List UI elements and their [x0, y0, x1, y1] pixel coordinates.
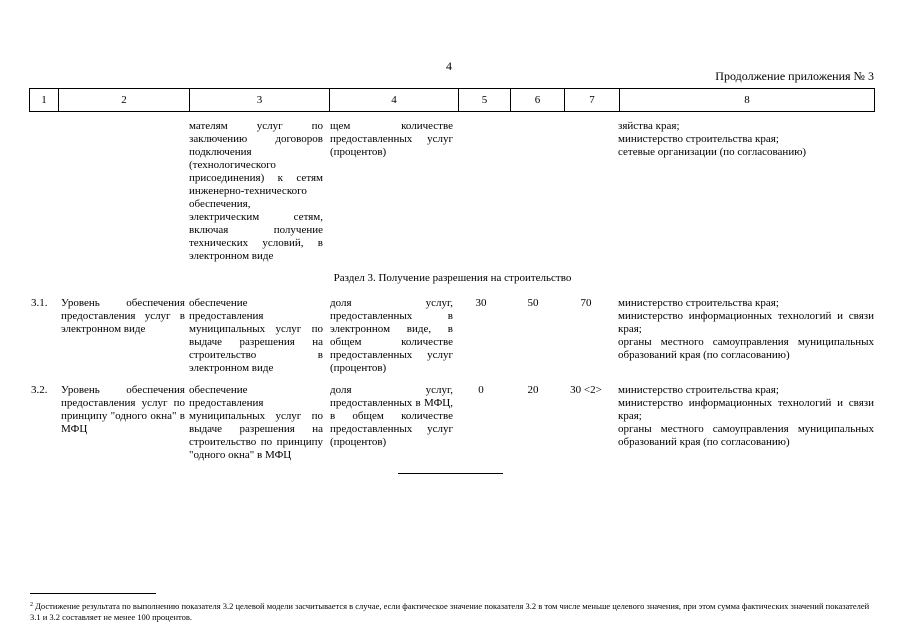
row-value-7: 30 <2>	[570, 384, 602, 396]
row-description: обеспечение предоставления муниципальных услуг по выдаче разрешения на строительство по принципу "одного окна" в МФЦ	[189, 384, 323, 461]
table-header	[29, 88, 875, 112]
footnote-mark: 2	[30, 602, 33, 608]
header-col-1: 1	[41, 93, 47, 106]
header-col-6: 6	[510, 89, 564, 111]
section-title: Раздел 3. Получение разрешения на строительство	[333, 272, 572, 284]
table-end-divider	[398, 473, 503, 474]
header-col-2: 2	[58, 89, 189, 111]
row-value-5: 30	[475, 297, 487, 309]
row-responsible: министерство строительства края; министерство информационных технологий и связи края; органы местного самоуправления муниципальных образований края (по согласованию)	[618, 384, 874, 448]
header-col-8: 8	[619, 89, 874, 111]
header-col-7: 7	[564, 89, 619, 111]
row-value-6: 50	[527, 297, 539, 309]
continued-description: мателям услуг по заключению договоров подключения (технологического присоединения) к сетям инженерно-технического обеспечения, электрическим сетям, включая получение технических условий, в электронном виде	[189, 120, 323, 262]
row-description: обеспечение предоставления муниципальных услуг по выдаче разрешения на строительство в электронном виде	[189, 297, 323, 374]
row-number: 3.1.	[31, 297, 48, 309]
header-col-3: 3	[189, 89, 329, 111]
page-number: 4	[446, 59, 452, 73]
continuation-label: Продолжение приложения № 3	[715, 69, 874, 83]
row-responsible: министерство строительства края; министерство информационных технологий и связи края; органы местного самоуправления муниципальных образований края (по согласованию)	[618, 297, 874, 361]
row-value-6: 20	[527, 384, 539, 396]
row-measure: доля услуг, предоставленных в МФЦ, в общем количестве предоставленных услуг (процентов)	[330, 384, 453, 448]
row-measure: доля услуг, предоставленных в электронном виде, в общем количестве предоставленных услуг (процентов)	[330, 297, 453, 374]
continued-measure: щем количестве предоставленных услуг (процентов)	[330, 120, 453, 158]
row-value-5: 0	[478, 384, 484, 396]
footnote-divider	[30, 593, 156, 594]
row-value-7: 70	[580, 297, 592, 309]
row-number: 3.2.	[31, 384, 48, 396]
row-indicator: Уровень обеспечения предоставления услуг в электронном виде	[61, 297, 185, 335]
continued-responsible: зяйства края; министерство строительства края; сетевые организации (по согласованию)	[618, 120, 807, 158]
row-indicator: Уровень обеспечения предоставления услуг по принципу "одного окна" в МФЦ	[61, 384, 185, 435]
header-col-5: 5	[458, 89, 510, 111]
header-col-4: 4	[329, 89, 458, 111]
footnote	[30, 601, 876, 623]
footnote-text: Достижение результата по выполнению показателя 3.2 целевой модели засчитывается в случае, если фактическое значение показателя 3.2 в том числе меньше целевого значения, при этом сумма фактических значений показателей 3.1 и 3.2 составляет не менее 100 процентов.	[30, 601, 870, 622]
